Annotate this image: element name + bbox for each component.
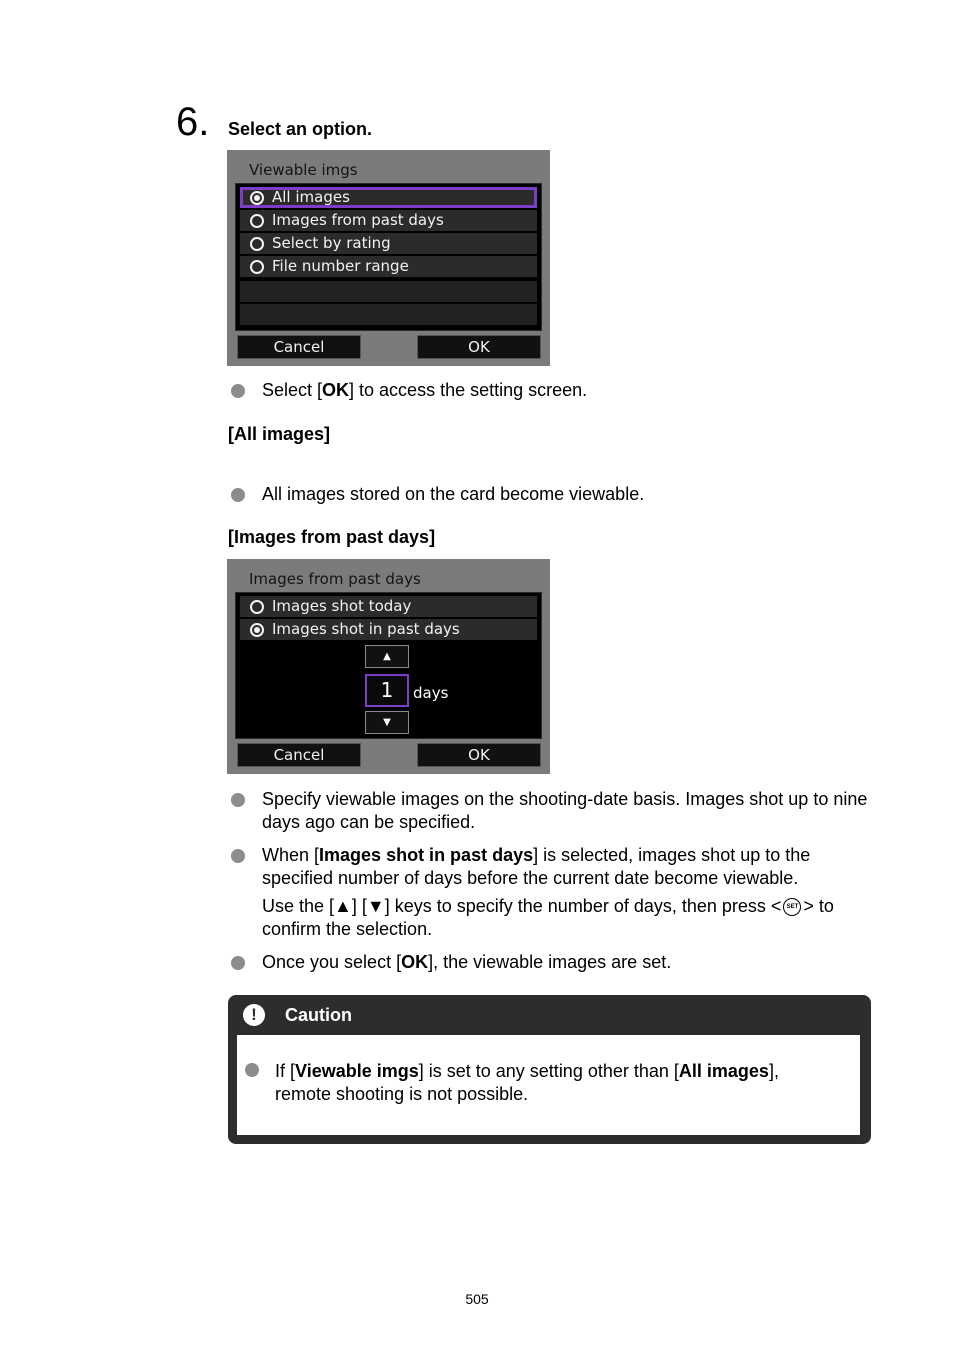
ok-button[interactable]: OK	[417, 335, 541, 359]
empty-row	[240, 281, 537, 302]
all-images-text: All images stored on the card become viewable.	[262, 484, 645, 504]
select-ok-text: Select [OK] to access the setting screen.	[262, 380, 588, 400]
days-unit-label: days	[413, 684, 449, 702]
viewable-imgs-screen	[227, 150, 550, 366]
radio-icon	[250, 260, 264, 274]
option-label: Images from past days	[272, 211, 444, 229]
option-images-shot-in-past-days[interactable]	[240, 619, 537, 640]
screen-title: Viewable imgs	[249, 161, 358, 179]
radio-icon	[250, 600, 264, 614]
option-file-number-range[interactable]	[240, 256, 537, 277]
viewable-set-text: Once you select [OK], the viewable images are set.	[262, 952, 672, 972]
bullet-icon	[231, 488, 245, 502]
step-title: Select an option.	[228, 119, 373, 139]
cancel-button[interactable]: Cancel	[237, 335, 361, 359]
option-label: All images	[272, 188, 350, 206]
caution-box	[228, 995, 871, 1144]
bullet-icon	[231, 384, 245, 398]
bullet-icon	[231, 793, 245, 807]
images-from-past-days-screen	[227, 559, 550, 774]
ok-button[interactable]: OK	[417, 743, 541, 767]
radio-selected-icon	[250, 623, 264, 637]
set-button-icon: SET	[783, 898, 801, 916]
decrement-button[interactable]: ▼	[365, 711, 409, 734]
radio-selected-icon	[250, 191, 264, 205]
bullet-icon	[231, 956, 245, 970]
step-number: 6.	[176, 100, 210, 144]
cancel-button[interactable]: Cancel	[237, 743, 361, 767]
caution-icon: !	[243, 1004, 265, 1026]
radio-icon	[250, 237, 264, 251]
caution-title: Caution	[285, 1005, 352, 1025]
radio-icon	[250, 214, 264, 228]
keys-instruction-text: Use the [▲] [▼] keys to specify the number of days, then press < SET > to confirm the selection.	[262, 896, 834, 939]
caution-content	[237, 1035, 860, 1135]
caution-text: If [Viewable imgs] is set to any setting other than [All images], remote shooting is not possible.	[275, 1061, 779, 1104]
option-label: Images shot in past days	[272, 620, 460, 638]
option-label: Images shot today	[272, 597, 412, 615]
option-select-by-rating[interactable]	[240, 233, 537, 254]
bullet-icon	[245, 1063, 259, 1077]
option-label: Select by rating	[272, 234, 391, 252]
screen-title: Images from past days	[249, 570, 421, 588]
all-images-heading: [All images]	[228, 424, 331, 444]
up-triangle-icon: ▲	[334, 896, 352, 916]
empty-row	[240, 304, 537, 325]
option-images-from-past-days[interactable]	[240, 210, 537, 231]
option-all-images[interactable]	[240, 187, 537, 208]
down-triangle-icon: ▼	[366, 896, 385, 916]
options-list	[235, 183, 542, 331]
days-value[interactable]: 1	[365, 674, 409, 707]
past-days-selected-text: When [Images shot in past days] is selected, images shot up to the specified number of days before the current date become viewable.	[262, 845, 811, 888]
bullet-icon	[231, 849, 245, 863]
page-number: 505	[465, 1291, 489, 1307]
option-label: File number range	[272, 257, 409, 275]
shooting-date-text: Specify viewable images on the shooting-date basis. Images shot up to nine days ago can be specified.	[262, 789, 868, 832]
option-images-shot-today[interactable]	[240, 596, 537, 617]
increment-button[interactable]: ▲	[365, 645, 409, 668]
past-days-heading: [Images from past days]	[228, 527, 436, 547]
